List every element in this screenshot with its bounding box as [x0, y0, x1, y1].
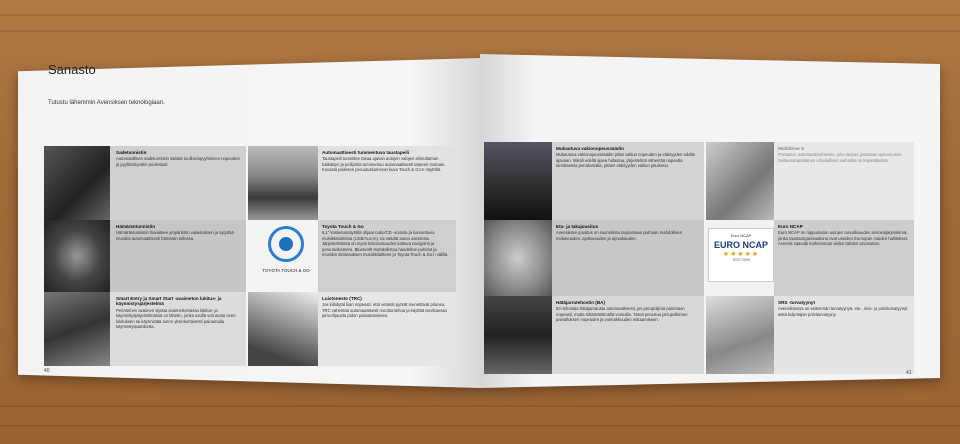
page-intro: Tutustu lähemmin Avensiksen teknologiaan. — [48, 100, 165, 106]
entry-euro-ncap — [778, 224, 910, 247]
entry-heading: Euro NCAP — [778, 224, 803, 229]
entry-multidrive — [778, 146, 910, 163]
touch-icon — [268, 226, 304, 262]
cruise-control-photo — [484, 142, 552, 220]
entry-airbags — [778, 300, 910, 317]
dusk-sensor-photo — [44, 220, 110, 292]
entry-suspension — [556, 224, 700, 241]
entry-heading: Smart Entry ja Smart Start -avaimeton lukitus- ja käynnistysjärjestelmä — [116, 296, 222, 307]
entry-heading: SRS -turvatyynyt — [778, 300, 816, 305]
euro-ncap-main: EURO NCAP — [713, 240, 768, 250]
euro-ncap-top: Euro NCAP — [730, 233, 752, 238]
euro-ncap-year: TEST 2009 — [732, 258, 750, 262]
euro-ncap-logo — [708, 228, 774, 282]
entry-body: Mukautuva vakionopeussäädin pitää valitun nopeuden ja etäisyyden edellä ajavaan. Mikäli edellä ajava hidastaa, järjestelmä vähentää nopeutta tarvittaessa jarruttamalla, pitäen etäisyyden valitun pituisena. — [556, 152, 695, 169]
entry-heading: Multidrive S — [778, 146, 805, 151]
page-number-right: 41 — [906, 370, 912, 376]
entry-body: BA tehostaa hätäjarrutusta automaattisesti, jos jarrupoljinta painetaan nopeasti, mutta riittämättömällä voimalla. Tämä perustuu jarrupolkimen painalluksen nopeuden ja voimakkuuden mittaamiseen. — [556, 306, 688, 323]
entry-heading: Hätäjarrutehostin (BA) — [556, 300, 606, 305]
gear-lever-photo — [706, 142, 774, 220]
entry-smart-entry — [116, 296, 244, 329]
entry-heading: Mukautuva vakionopeussäädin — [556, 146, 624, 151]
mirror-photo — [248, 146, 318, 220]
wood-grain — [0, 14, 960, 16]
entry-body: Portaaton automaattivaihteisto, joka tarjoaa joustavan ajotuntuman. Seitsemänportainen urheilullinen vaihtotila on käytettävissä. — [778, 152, 904, 163]
entry-body: Jos kiihdytät liian nopeasti, että vetävät pyörät menettävät pitonsa, TRC vähentää automaattisesti moottoritehoa ja käyttää tarvittaessa jarruohjausta pidon palauttamiseen. — [322, 302, 447, 319]
page-number-left: 40 — [44, 368, 50, 374]
trc-photo — [248, 292, 318, 366]
smart-entry-photo — [44, 292, 110, 366]
entry-touch-go — [322, 224, 452, 257]
entry-brake-assist — [556, 300, 700, 323]
entry-heading: Automaattisesti tummentuva taustapeili — [322, 150, 410, 155]
wood-grain — [0, 425, 960, 427]
entry-body: Perinteinen avaimen sijasta avaimettomassa lukitus- ja käynnistysjärjestelmässä on lähetin, jonka avulla voit avata oven lukituksen tai käynnistää auton yksinkertaisesti painamalla käynnistyspainiketta. — [116, 307, 236, 330]
entry-trc — [322, 296, 452, 319]
suspension-photo — [484, 220, 552, 296]
entry-body: Euro NCAP on riippumaton autojen turvallisuuden arviointijärjestelmä, jonka taustaorganisaationa ovat useiden Euroopan maiden hallitukset. Avensis saavutti korkeimman viiden tähden arvosanan. — [778, 230, 909, 247]
entry-heading: Luistonesto (TRC) — [322, 296, 362, 301]
entry-body: Avensiksen jousitus on suunniteltu tarjoamaan parhaan mahdollisen mukavuuden, ajettavuuden ja ajovakauden. — [556, 230, 683, 241]
entry-body: Hämäräntunnistin havaitsee ympäristön valaistuksen ja sytyttää etuvalot automaattisesti hämärän tullessa. — [116, 230, 234, 241]
entry-cruise-control — [556, 146, 700, 169]
rain-sensor-photo — [44, 146, 110, 220]
airbags-photo — [706, 296, 774, 374]
page-title: Sanasto — [48, 62, 96, 77]
entry-rain-sensor — [116, 150, 244, 167]
entry-body: 6,1" kosketusnäytöllä ohjaat radio/CD -soitinta ja kannettavia musiikkisoittimia (USB/Aux-in), tai säädät auton asetuksia. Järjestelmässä on myös kokonaisuuden kattava navigointi ja peruutuskamera. Bluetooth-mahdollistaa handsfree-puhelut ja musiikin striimauksen musiikkilaitteen ja Toyota Touch & Go:n välillä. — [322, 230, 449, 258]
entry-heading: Hämäräntunnistin — [116, 224, 156, 229]
wood-grain — [0, 405, 960, 407]
entry-mirror — [322, 150, 452, 173]
touch-go-logo — [262, 222, 310, 286]
touch-go-logo-text: TOYOTA TOUCH & GO — [262, 268, 310, 273]
entry-heading: Etu- ja takajousitus — [556, 224, 599, 229]
entry-body: Taustapeili tunnistee takaa ajavan autojen valojen aiheuttaman häikäisyn ja peilipinta tummentuu automaattisesti tarpeen mukaan. Kuvasta poiketen peruutuskameran kuva Touch & Go:n näytöllä. — [322, 156, 446, 173]
entry-body: Avensiksessa on seitsemän turvatyynyä, etu-, sivu- ja polviturvatyynyt sekä kuljettajan polviturvatyyny. — [778, 306, 908, 317]
wood-grain — [0, 30, 960, 32]
entry-dusk-sensor — [116, 224, 244, 241]
entry-body: Automaattinen sadetunnistin säätää tuulilasinpyyhkimen nopeuden ja pyyhkäisyvälin puolestasi. — [116, 156, 240, 167]
star-icon: ★★★★★ — [722, 251, 760, 258]
entry-heading: Sadetunnistin — [116, 150, 147, 155]
entry-heading: Toyota Touch & Go — [322, 224, 364, 229]
brake-assist-photo — [484, 296, 552, 374]
